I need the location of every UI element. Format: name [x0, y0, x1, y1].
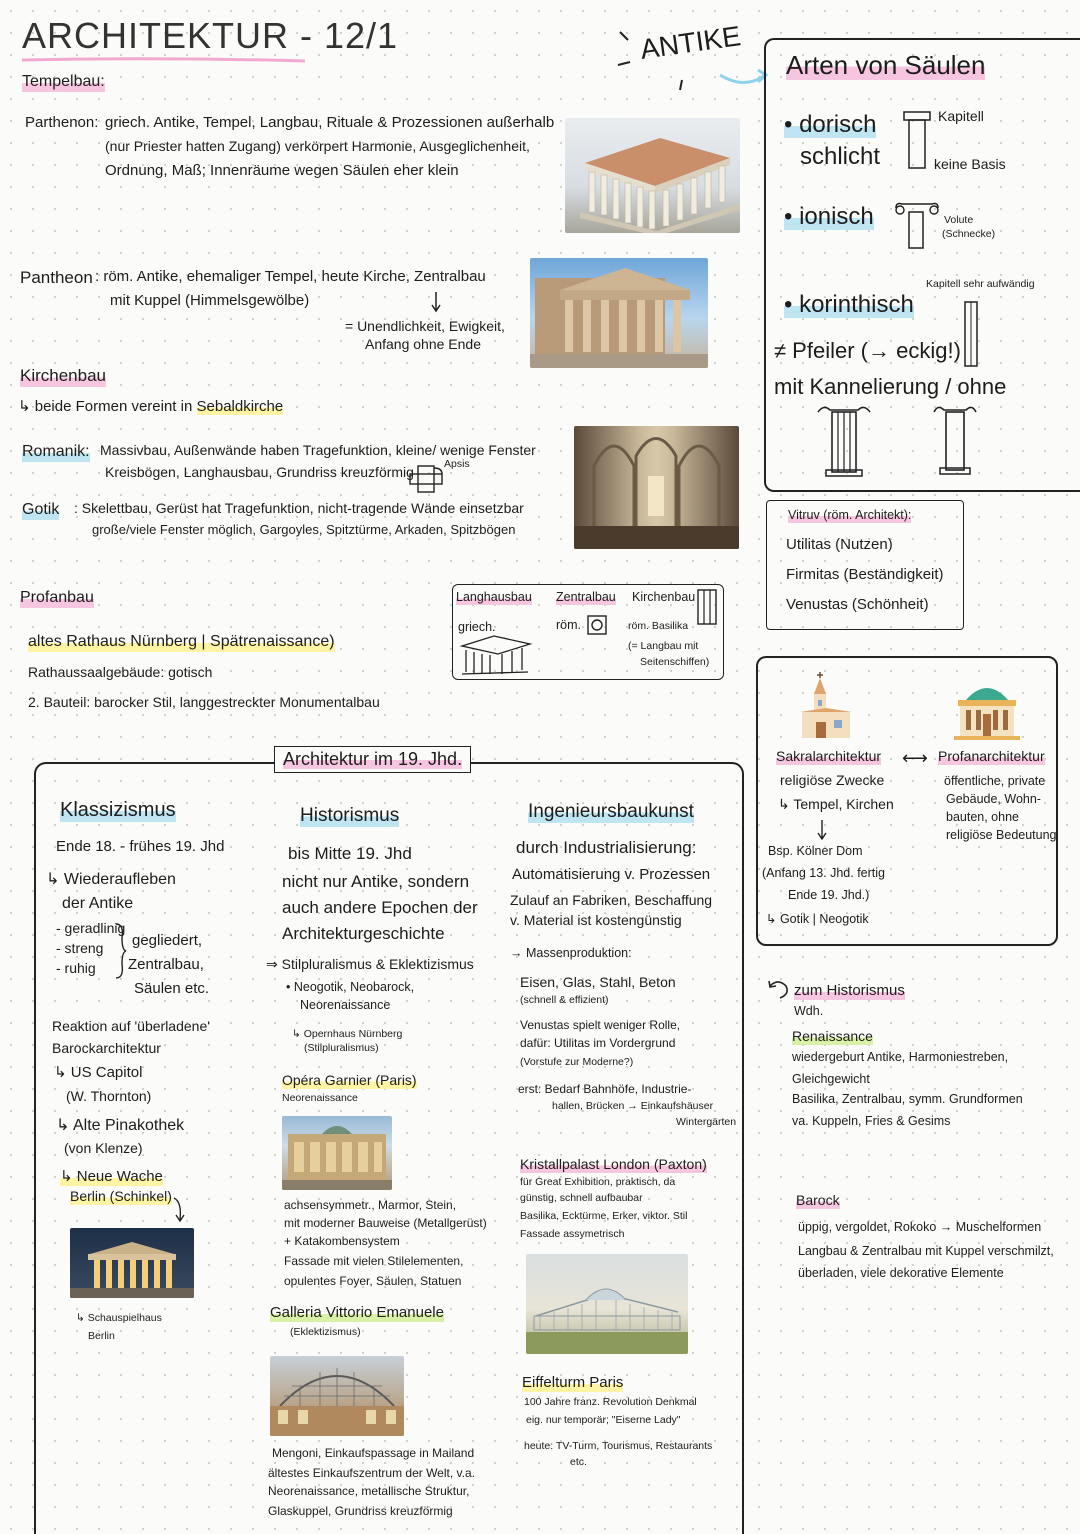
kristallpalast-image — [526, 1254, 688, 1354]
ingenieur-line-1: durch Industrialisierung: — [516, 838, 697, 857]
saeulen-box — [764, 38, 1080, 492]
pantheon-line-1: : röm. Antike, ehemaliger Tempel, heute Kirche, Zentralbau — [95, 268, 486, 285]
basilika-note-2: Seitenschiffen) — [640, 656, 710, 668]
example-line-1: Bsp. Kölner Dom — [768, 844, 863, 858]
klassizismus-example-3: ↳ Alte Pinakothek — [56, 1117, 185, 1134]
renaissance-line-2: Gleichgewicht — [792, 1072, 870, 1086]
klassizismus-trait-right-2: Zentralbau, — [128, 956, 204, 973]
eiffel-line-1: 100 Jahre franz. Revolution Denkmal — [524, 1396, 697, 1408]
pfeiler-icon — [960, 298, 984, 370]
parthenon-label: Parthenon: — [25, 114, 99, 131]
erst-line-1: erst: Bedarf Bahnhöfe, Industrie- — [518, 1082, 692, 1096]
pfeiler-label: ≠ Pfeiler (→ eckig!) — [774, 338, 961, 363]
dorisch-text: • dorisch — [784, 111, 877, 138]
sakral-profan-arrow: ⟷ — [902, 748, 928, 768]
pantheon-image — [530, 258, 708, 368]
parthenon-line-1: griech. Antike, Tempel, Langbau, Rituale & Prozessionen außerhalb — [105, 114, 555, 131]
profanbau-line-2: 2. Bauteil: barocker Stil, langgestreckter Monumentalbau — [28, 694, 380, 710]
renaissance-line-1: wiedergeburt Antike, Harmoniestreben, — [792, 1050, 1009, 1064]
volute-sub-label: (Schnecke) — [942, 228, 996, 240]
zum-historismus-heading: zum Historismus — [794, 982, 905, 999]
venustas-line-2: dafür: Utilitas im Vordergrund — [520, 1036, 676, 1050]
koelner-dom-arrow — [816, 818, 828, 842]
historismus-line-3: auch andere Epochen der — [282, 898, 478, 917]
wdh-label: Wdh. — [794, 1004, 824, 1018]
profan-building-icon — [952, 674, 1022, 742]
sakral-line-1: religiöse Zwecke — [780, 772, 885, 788]
ionisch-text: • ionisch — [784, 203, 874, 230]
example-line-4: ↳ Gotik | Neogotik — [766, 912, 869, 926]
historismus-line-2: nicht nur Antike, sondern — [282, 872, 470, 891]
historismus-neo-1: • Neogotik, Neobarock, — [286, 980, 415, 994]
galleria-title: Galleria Vittorio Emanuele — [270, 1304, 444, 1321]
vitruv-heading: Vitruv (röm. Architekt): — [788, 508, 912, 522]
antike-label: ANTIKE — [638, 20, 743, 65]
massen-line-3: (schnell & effizient) — [520, 994, 609, 1006]
sakral-title: Sakralarchitektur — [776, 748, 882, 764]
massen-line-2: Eisen, Glas, Stahl, Beton — [520, 974, 676, 990]
profan-line-2: Gebäude, Wohn- — [946, 792, 1041, 806]
langhaus-temple-icon — [458, 634, 534, 678]
ingenieur-line-2: Automatisierung v. Prozessen — [512, 866, 711, 883]
profanbau-line-1: Rathaussaalgebäude: gotisch — [28, 664, 213, 680]
garnier-title: Opéra Garnier (Paris) — [282, 1072, 417, 1088]
example-line-2: (Anfang 13. Jhd. fertig — [762, 866, 885, 880]
klassizismus-reaction-1: Reaktion auf 'überladene' — [52, 1018, 210, 1034]
klassizismus-title: Klassizismus — [60, 799, 176, 821]
basilika-label: röm. Basilika — [628, 620, 689, 632]
erst-line-2: hallen, Brücken → Einkaufshäuser — [552, 1100, 714, 1112]
neue-wache-arrow — [172, 1196, 188, 1224]
antike-brackets — [610, 20, 770, 100]
vitruv-item-1: Utilitas (Nutzen) — [786, 536, 893, 553]
church-interior-image — [574, 426, 739, 549]
romanik-line-1: Massivbau, Außenwände haben Tragefunktion, kleine/ wenige Fenster — [100, 442, 536, 458]
kapitell-label: Kapitell — [938, 108, 984, 124]
klassizismus-example-5: ↳ Neue Wache — [60, 1168, 163, 1185]
basilika-icon — [696, 588, 718, 626]
vitruv-item-3: Venustas (Schönheit) — [786, 596, 929, 613]
arch19-heading-box — [274, 746, 471, 773]
opernhaus-line-2: (Stilpluralismus) — [304, 1042, 379, 1054]
title-underline — [20, 56, 310, 64]
ionisch-column-icon — [892, 200, 942, 252]
historismus-neo-2: Neorenaissance — [300, 998, 391, 1012]
klassizismus-example-2: (W. Thornton) — [66, 1088, 152, 1104]
keine-basis-label: keine Basis — [934, 156, 1006, 172]
eiffel-line-4: etc. — [570, 1456, 587, 1468]
galleria-line-3: Neorenaissance, metallische Struktur, — [268, 1484, 470, 1498]
klassizismus-trait-3: - ruhig — [56, 960, 96, 976]
klassizismus-example-6: Berlin (Schinkel) — [70, 1188, 172, 1204]
schlicht-label: schlicht — [800, 143, 881, 170]
kirchenbau-intro-text: ↳ beide Formen vereint in — [18, 398, 193, 415]
barock-line-1: üppig, vergoldet, Rokoko → Muschelformen — [798, 1220, 1042, 1234]
gotik-label: Gotik — [22, 501, 60, 518]
kanneliert-column-icon — [814, 404, 874, 478]
barock-line-2: Langbau & Zentralbau mit Kuppel verschmilzt, — [798, 1244, 1054, 1258]
barock-line-3: überladen, viele dekorative Elemente — [798, 1266, 1004, 1280]
klassizismus-example-4: (von Klenze) — [64, 1140, 143, 1156]
example-line-3: Ende 19. Jhd.) — [788, 888, 870, 902]
galleria-line-1: Mengoni, Einkaufspassage in Mailand — [272, 1446, 475, 1460]
trait-brace — [114, 922, 128, 980]
church-icon — [790, 672, 862, 744]
eiffel-line-3: heute: TV-Turm, Tourismus, Restaurants — [524, 1440, 713, 1452]
klassizismus-trait-right-1: gegliedert, — [132, 932, 203, 949]
apsis-label: Apsis — [444, 458, 470, 470]
garnier-line-1: achsensymmetr., Marmor, Stein, — [284, 1198, 457, 1212]
kristall-line-1: für Great Exhibition, praktisch, da — [520, 1176, 676, 1188]
volute-label: Volute — [944, 214, 974, 226]
garnier-line-5: opulentes Foyer, Säulen, Statuen — [284, 1274, 462, 1288]
ingenieur-line-3: Zulauf an Fabriken, Beschaffung — [510, 892, 713, 908]
venustas-line-3: (Vorstufe zur Moderne?) — [520, 1056, 634, 1068]
klassizismus-date: Ende 18. - frühes 19. Jhd — [56, 838, 225, 855]
kristall-title: Kristallpalast London (Paxton) — [520, 1156, 707, 1172]
curved-arrow-icon — [766, 978, 792, 1002]
romanik-label: Romanik: — [22, 443, 90, 460]
zentralbau-label: Zentralbau — [556, 590, 616, 604]
zentralbau-icon — [586, 614, 608, 636]
cross-floorplan-icon — [408, 462, 448, 496]
klassizismus-example-1: ↳ US Capitol — [54, 1064, 143, 1081]
kirchenbau-heading: Kirchenbau — [20, 366, 107, 385]
kirchenbau-intro — [18, 398, 283, 416]
garnier-line-3: + Katakombensystem — [284, 1234, 400, 1248]
kristall-line-3: Basilika, Ecktürme, Erker, viktor. Stil — [520, 1210, 688, 1222]
historismus-line-1: bis Mitte 19. Jhd — [288, 844, 412, 863]
gotik-line-2: große/viele Fenster möglich, Gargoyles, Spitztürme, Arkaden, Spitzbögen — [92, 522, 516, 537]
saeulen-heading-text: Arten von Säulen — [786, 50, 986, 80]
venustas-line-1: Venustas spielt weniger Rolle, — [520, 1018, 681, 1032]
garnier-sub: Neorenaissance — [282, 1092, 358, 1104]
garnier-image — [282, 1116, 392, 1190]
langhausbau-label: Langhausbau — [456, 590, 532, 604]
profanbau-heading: Profanbau — [20, 589, 94, 606]
profan-line-3: bauten, ohne — [946, 810, 1019, 824]
massen-line-1: → Massenproduktion: — [510, 946, 632, 960]
profan-line-4: religiöse Bedeutung — [946, 828, 1057, 842]
neue-wache-caption-1: ↳ Schauspielhaus — [76, 1312, 162, 1324]
galleria-line-2: ältestes Einkaufszentrum der Welt, v.a. — [268, 1466, 475, 1480]
garnier-line-4: Fassade mit vielen Stilelementen, — [284, 1254, 464, 1268]
vitruv-item-2: Firmitas (Beständigkeit) — [786, 566, 944, 583]
kannelierung-label: mit Kannelierung / ohne — [774, 374, 1007, 399]
profan-title: Profanarchitektur — [938, 748, 1045, 764]
galleria-image — [270, 1356, 404, 1436]
sakral-line-2: ↳ Tempel, Kirchen — [778, 796, 894, 812]
profan-line-1: öffentliche, private — [944, 774, 1046, 788]
historismus-stil: ⇒ Stilpluralismus & Eklektizismus — [266, 956, 474, 972]
roem-label: röm. — [556, 618, 581, 632]
page-title: ARCHITEKTUR - 12/1 — [22, 15, 399, 56]
pantheon-arrow — [430, 290, 442, 314]
galleria-line-4: Glaskuppel, Grundriss kreuzförmig — [268, 1504, 453, 1518]
klassizismus-trait-right-3: Säulen etc. — [134, 980, 210, 997]
basilika-note-1: (= Langbau mit — [628, 640, 699, 652]
korinthisch-label — [784, 290, 914, 319]
eiffel-line-2: eig. nur temporär; "Eiserne Lady" — [526, 1414, 681, 1426]
romanik-line-2: Kreisbögen, Langhausbau, Grundriss kreuzförmig — [105, 464, 414, 480]
saeulen-heading — [786, 50, 985, 82]
ingenieur-line-4: v. Material ist kostengünstig — [510, 912, 682, 928]
parthenon-line-3: Ordnung, Maß; Innenräume wegen Säulen eher klein — [105, 162, 459, 179]
renaissance-title: Renaissance — [792, 1028, 873, 1044]
dorisch-label — [784, 110, 876, 139]
klassizismus-trait-1: - geradlinig — [56, 920, 126, 936]
parthenon-line-2: (nur Priester hatten Zugang) verkörpert Harmonie, Ausgeglichenheit, — [105, 138, 530, 154]
neue-wache-caption-2: Berlin — [88, 1330, 115, 1342]
griech-label: griech. — [458, 620, 496, 634]
arch19-heading: Architektur im 19. Jhd. — [283, 749, 463, 769]
klassizismus-line-2: der Antike — [62, 895, 134, 912]
gotik-line-1: : Skelettbau, Gerüst hat Tragefunktion, nicht-tragende Wände einsetzbar — [74, 500, 524, 516]
ionisch-label — [784, 202, 874, 231]
garnier-line-2: mit moderner Bauweise (Metallgerüst) — [284, 1216, 487, 1230]
kristall-line-4: Fassade assymetrisch — [520, 1228, 625, 1240]
klassizismus-line-1: ↳ Wiederaufleben — [46, 871, 176, 888]
barock-title: Barock — [796, 1192, 840, 1208]
tempelbau-heading: Tempelbau: — [22, 73, 105, 90]
eiffel-title: Eiffelturm Paris — [522, 1374, 624, 1391]
historismus-line-4: Architekturgeschichte — [282, 924, 445, 943]
kirchenbau-type-label: Kirchenbau — [632, 590, 696, 604]
klassizismus-trait-2: - streng — [56, 940, 104, 956]
ingenieur-title: Ingenieursbaukunst — [528, 801, 694, 822]
pantheon-note-2: Anfang ohne Ende — [365, 336, 481, 352]
rathaus-line: altes Rathaus Nürnberg | Spätrenaissance) — [28, 633, 335, 650]
renaissance-line-3: Basilika, Zentralbau, symm. Grundformen — [792, 1092, 1023, 1106]
pantheon-line-2: mit Kuppel (Himmelsgewölbe) — [110, 292, 310, 309]
glatt-column-icon — [930, 404, 980, 478]
renaissance-line-4: va. Kuppeln, Fries & Gesims — [792, 1114, 951, 1128]
klassizismus-reaction-2: Barockarchitektur — [52, 1040, 161, 1056]
historismus-title: Historismus — [300, 805, 400, 826]
pantheon-label: Pantheon — [20, 268, 93, 287]
parthenon-image — [565, 118, 740, 233]
erst-line-3: Wintergärten — [676, 1116, 737, 1128]
galleria-sub: (Eklektizismus) — [290, 1326, 361, 1338]
opernhaus-line-1: ↳ Opernhaus Nürnberg — [292, 1028, 403, 1040]
sebaldkirche: Sebaldkirche — [196, 398, 284, 415]
korinthisch-text: • korinthisch — [784, 291, 914, 318]
pantheon-note-1: = Unendlichkeit, Ewigkeit, — [345, 318, 505, 334]
neue-wache-image — [70, 1228, 194, 1298]
kristall-line-2: günstig, schnell aufbaubar — [520, 1192, 643, 1204]
kapitell-aufwendig-label: Kapitell sehr aufwändig — [926, 278, 1035, 290]
